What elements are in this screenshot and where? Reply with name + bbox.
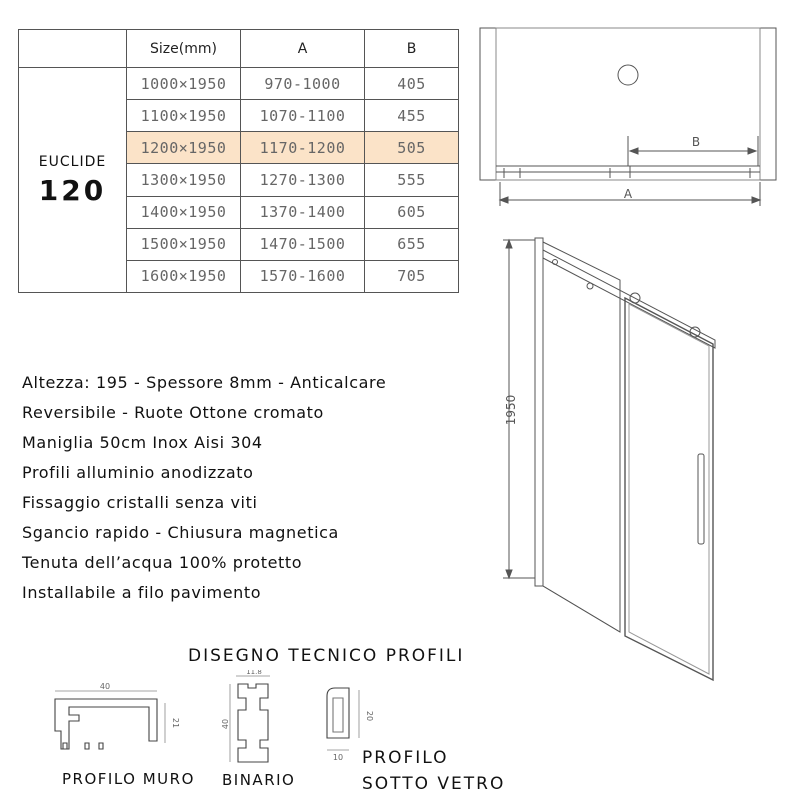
feature-item: Profili alluminio anodizzato [22,463,254,482]
table-header-row [19,30,459,68]
table-header-size: Size(mm) [127,30,241,68]
binario-profile-shape [238,684,268,762]
profilo-muro-label: PROFILO MURO [62,770,195,788]
fixed-glass [543,242,620,632]
cell-b: 405 [365,68,459,100]
cell-a: 1570-1600 [241,260,365,292]
feature-item: Tenuta dell’acqua 100% protetto [22,553,303,572]
door-handle [698,454,704,544]
feature-item: Sgancio rapido - Chiusura magnetica [22,523,339,542]
a-dim-label: A [623,187,633,201]
cell-a: 1370-1400 [241,196,365,228]
features-list [22,368,462,608]
sotto-vetro-label-2: SOTTO VETRO [362,774,506,794]
sotto-vetro-dim-height: 20 [365,710,374,722]
muro-dim-width: 40 [99,683,111,691]
table-header-b: B [365,30,459,68]
table-header-a: A [241,30,365,68]
height-dim-label: 1950 [504,394,518,426]
front-view-diagram [495,232,730,682]
cell-size: 1100×1950 [127,100,241,132]
cell-size: 1500×1950 [127,228,241,260]
cell-size: 1600×1950 [127,260,241,292]
table-row [19,68,459,100]
model-name: EUCLIDE [38,153,107,170]
cell-a: 1170-1200 [241,132,365,164]
feature-item: Maniglia 50cm Inox Aisi 304 [22,433,263,452]
feature-item: Installabile a filo pavimento [22,583,262,602]
sotto-vetro-label-1: PROFILO [362,748,449,768]
cell-b: 455 [365,100,459,132]
cell-b: 705 [365,260,459,292]
cell-a: 1070-1100 [241,100,365,132]
sliding-door [625,298,713,680]
top-view-diagram [470,22,790,212]
table-header-empty [19,30,127,68]
cell-size: 1200×1950 [127,132,241,164]
cell-b: 505 [365,132,459,164]
binario-label: BINARIO [222,771,296,789]
profilo-muro-drawing [45,683,185,763]
cell-a: 1470-1500 [241,228,365,260]
feature-item: Reversibile - Ruote Ottone cromato [22,403,324,422]
muro-profile-shape [55,699,157,749]
b-dim-label: B [691,135,701,149]
cell-size: 1000×1950 [127,68,241,100]
cell-a: 1270-1300 [241,164,365,196]
binario-drawing [220,670,280,770]
cell-size: 1300×1950 [127,164,241,196]
drain-circle [618,65,638,85]
cell-b: 655 [365,228,459,260]
sotto-vetro-profile-shape [327,688,349,738]
sotto-vetro-dim-width: 10 [332,753,344,762]
size-table [18,29,459,293]
cell-b: 605 [365,196,459,228]
model-size: 120 [38,173,107,207]
wall-profile [535,238,543,586]
profiles-title: DISEGNO TECNICO PROFILI [188,646,465,666]
cell-size: 1400×1950 [127,196,241,228]
cell-a: 970-1000 [241,68,365,100]
cell-b: 555 [365,164,459,196]
muro-dim-height: 21 [171,717,180,729]
binario-dim-height: 40 [221,718,230,730]
feature-item: Fissaggio cristalli senza viti [22,493,258,512]
feature-item: Altezza: 195 - Spessore 8mm - Anticalcare [22,373,387,392]
binario-dim-width: 11.8 [246,670,262,676]
model-cell [19,68,127,293]
